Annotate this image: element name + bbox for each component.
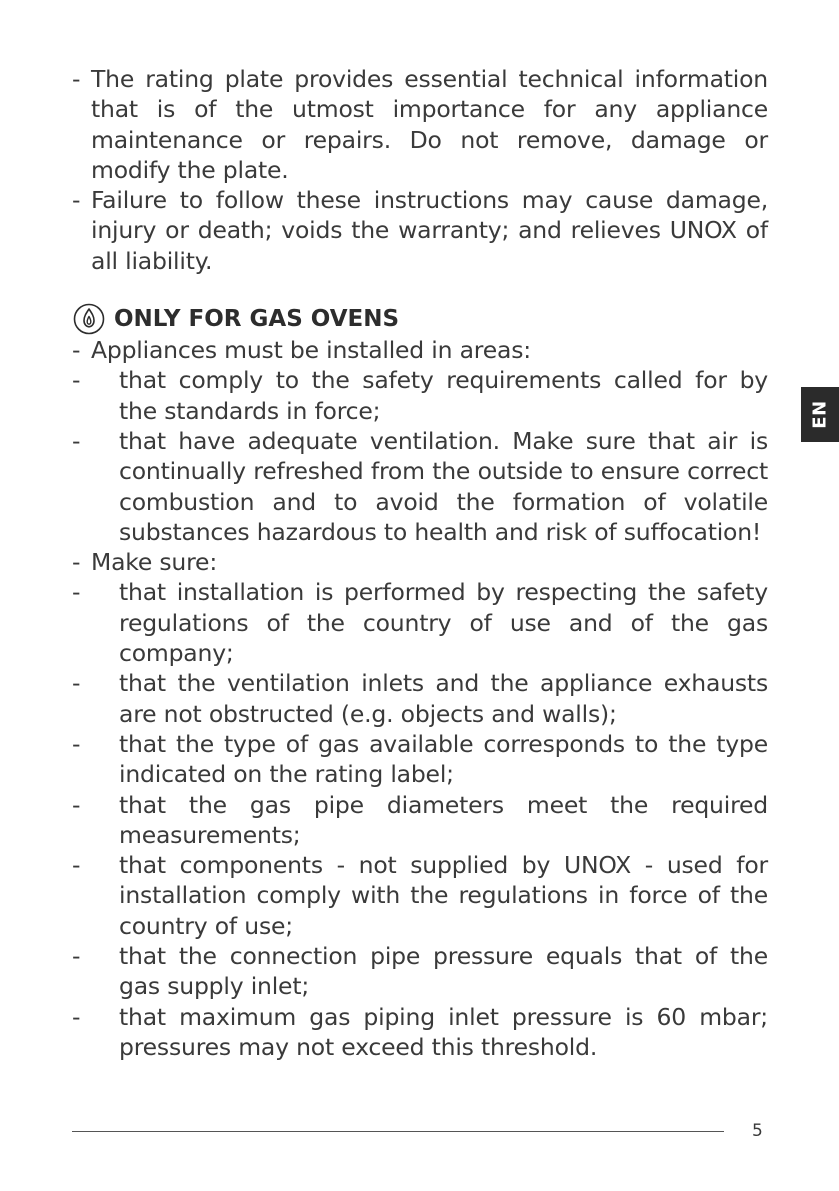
- section-heading: [72, 303, 768, 335]
- sub-list-item: [72, 1002, 768, 1063]
- list-item: [72, 185, 768, 276]
- sub-list-item: [72, 850, 768, 941]
- list-item: [72, 547, 768, 577]
- sub-list-item: [72, 365, 768, 426]
- page-content: [72, 64, 768, 1062]
- sub-list-item: [72, 426, 768, 547]
- item-text: that components - not supplied by UNOX - used for installation comply with the regulations in force of the country of use;: [119, 851, 768, 940]
- language-label: EN: [809, 400, 831, 429]
- item-text: The rating plate provides essential technical information that is of the utmost importance for any appliance maintenance or repairs. Do not remove, damage or modify the plate.: [91, 65, 768, 184]
- item-text: that the gas pipe diameters meet the required measurements;: [119, 790, 768, 849]
- bullet-dash: -: [72, 851, 81, 880]
- page-number: 5: [752, 1121, 763, 1141]
- item-text: that the connection pipe pressure equals that of the gas supply inlet;: [119, 942, 768, 1001]
- bullet-dash: -: [72, 790, 81, 819]
- footer-divider: [72, 1131, 724, 1132]
- sub-list-item: [72, 729, 768, 790]
- item-text: that the type of gas available corresponds to the type indicated on the rating label;: [119, 729, 768, 789]
- bullet-dash: -: [72, 548, 81, 577]
- bullet-dash: -: [72, 942, 81, 971]
- bullet-dash: -: [72, 578, 81, 607]
- sub-list-item: [72, 668, 768, 729]
- bullet-dash: -: [72, 426, 81, 455]
- item-text: that installation is performed by respecting the safety regulations of the country of use and of the gas company;: [119, 578, 768, 668]
- sub-list-item: [72, 577, 768, 668]
- sub-list-item: [72, 790, 768, 851]
- bullet-dash: -: [72, 65, 81, 93]
- list-item: [72, 335, 768, 365]
- item-text: that have adequate ventilation. Make sure that air is continually refreshed from the outside to ensure correct combustion and to avoid the formation of volatile substances hazardous to health and risk of suffocation!: [119, 426, 768, 546]
- bullet-dash: -: [72, 336, 81, 365]
- section-title: ONLY FOR GAS OVENS: [114, 306, 400, 333]
- item-text: Appliances must be installed in areas:: [91, 336, 531, 365]
- bullet-dash: -: [72, 1002, 81, 1031]
- bullet-dash: -: [72, 669, 81, 698]
- sub-list-item: [72, 941, 768, 1002]
- bullet-dash: -: [72, 729, 81, 758]
- bullet-dash: -: [72, 366, 81, 395]
- item-text: that the ventilation inlets and the appliance exhausts are not obstructed (e.g. objects and walls);: [119, 669, 768, 728]
- item-text: that maximum gas piping inlet pressure is 60 mbar; pressures may not exceed this threshold.: [119, 1002, 768, 1061]
- flame-icon: [73, 303, 105, 335]
- language-tab: [801, 387, 839, 442]
- item-text: that comply to the safety requirements called for by the standards in force;: [119, 366, 768, 425]
- item-text: Make sure:: [91, 548, 218, 577]
- bullet-dash: -: [72, 186, 81, 215]
- list-item: [72, 64, 768, 185]
- item-text: Failure to follow these instructions may cause damage, injury or death; voids the warranty; and relieves UNOX of all liability.: [91, 186, 768, 275]
